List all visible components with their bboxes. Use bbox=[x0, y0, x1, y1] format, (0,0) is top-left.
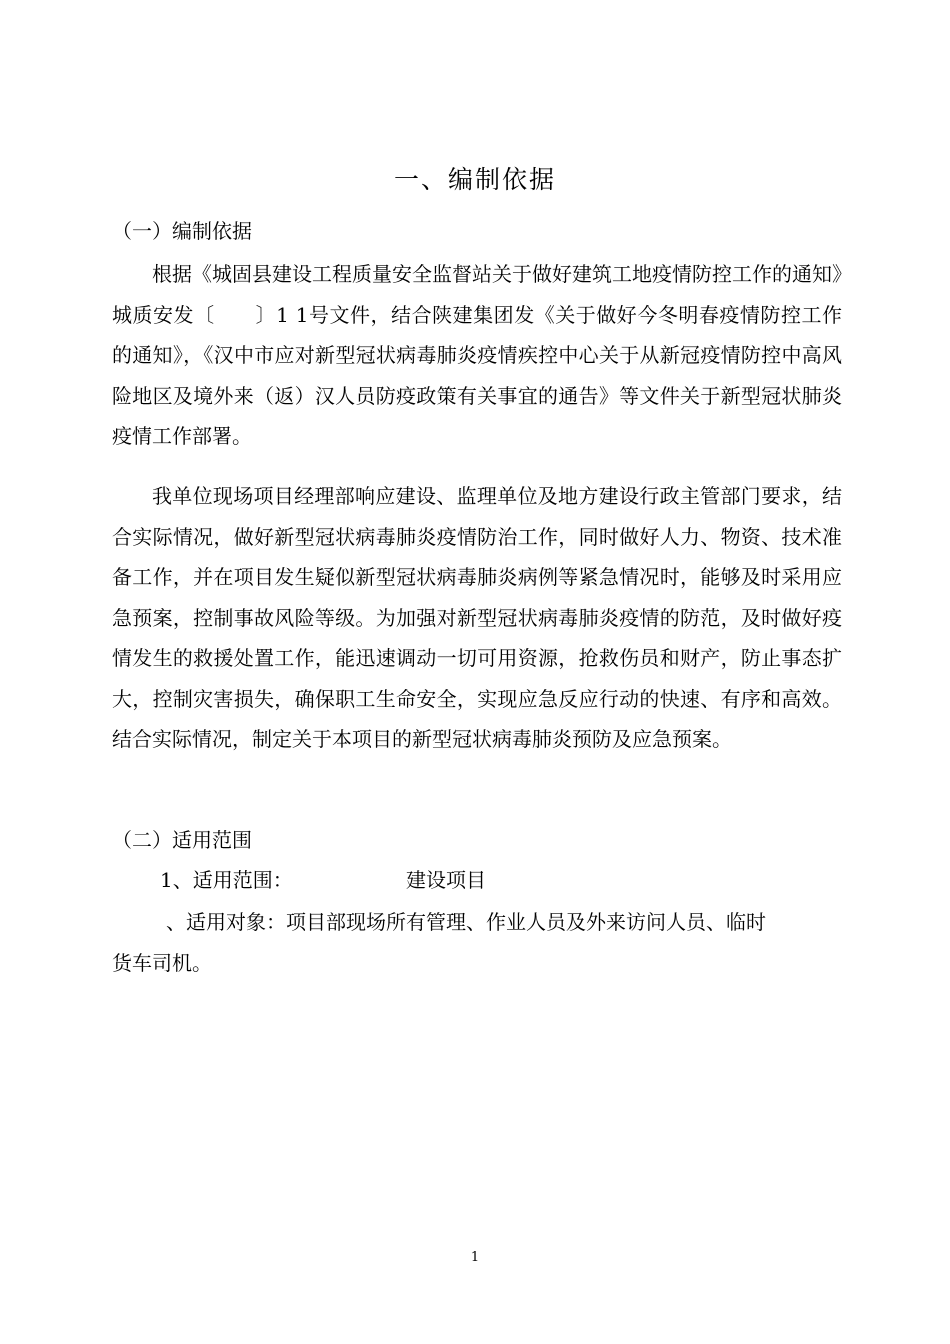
scope-item-value: 建设项目 bbox=[406, 868, 486, 892]
page-title: 一、编制依据 bbox=[393, 165, 556, 194]
section-heading-scope: （二）适用范围 bbox=[112, 828, 252, 852]
scope-target-line-1: 、适用对象：项目部现场所有管理、作业人员及外来访问人员、临时 bbox=[166, 910, 766, 934]
scope-item-label: 1、适用范围： bbox=[160, 868, 293, 892]
page-number: 1 bbox=[470, 1250, 480, 1265]
section-heading-basis: （一）编制依据 bbox=[112, 219, 252, 243]
paragraph-basis-documents: 根据《城固县建设工程质量安全监督站关于做好建筑工地疫情防控工作的通知》城质安发〔 〕1 1号文件，结合陕建集团发《关于做好今冬明春疫情防控工作的通知》，《汉中市应对新型冠状病毒肺炎疫情疾控中心关于从新冠疫情防控中高风险地区及境外来（返）汉人员防疫政策有关事宜的通告》等文件关于新型冠状肺炎疫情工作部署。 bbox=[112, 262, 842, 448]
scope-target-line-2: 货车司机。 bbox=[112, 951, 212, 975]
paragraph-response-plan: 我单位现场项目经理部响应建设、监理单位及地方建设行政主管部门要求，结合实际情况，做好新型冠状病毒肺炎疫情防治工作，同时做好人力、物资、技术准备工作，并在项目发生疑似新型冠状病毒肺炎病例等紧急情况时，能够及时采用应急预案，控制事故风险等级。为加强对新型冠状病毒肺炎疫情的防范，及时做好疫情发生的救援处置工作，能迅速调动一切可用资源，抢救伤员和财产，防止事态扩大，控制灾害损失，确保职工生命安全，实现应急反应行动的快速、有序和高效。结合实际情况，制定关于本项目的新型冠状病毒肺炎预防及应急预案。 bbox=[112, 484, 842, 751]
